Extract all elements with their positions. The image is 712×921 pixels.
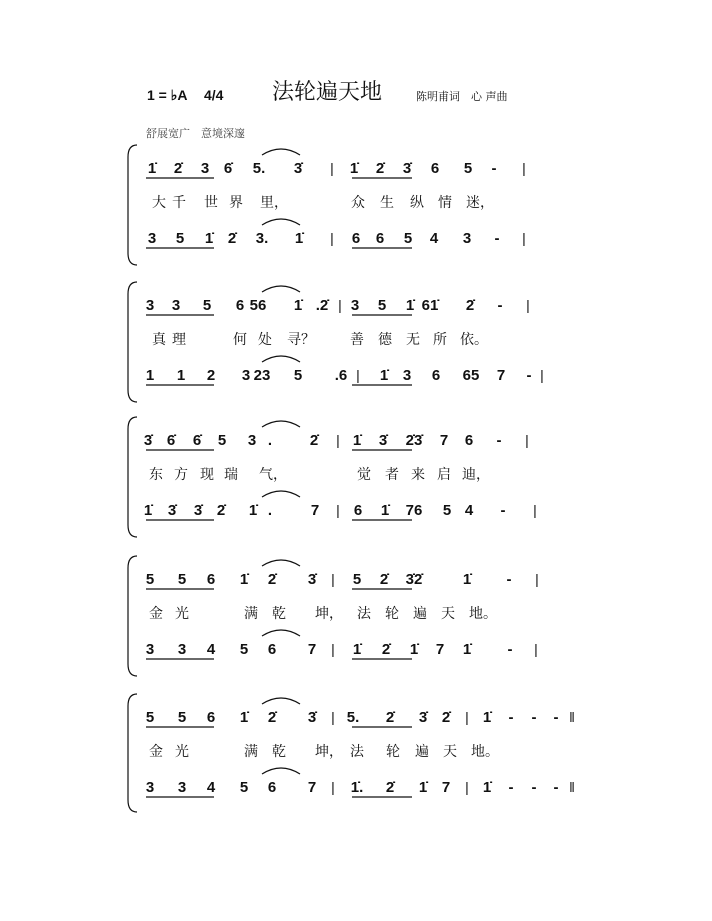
note: 3̇2̇ [405, 571, 423, 588]
slur [262, 286, 300, 292]
note: 2̇ [381, 641, 391, 658]
note: 1̇. [350, 779, 364, 796]
note: 1̇ [143, 502, 153, 519]
note: 2 [206, 367, 216, 384]
note: 2̇ [227, 230, 237, 247]
barline: | [330, 160, 334, 176]
note: 1̇ [239, 571, 249, 588]
note: 6 [375, 230, 385, 247]
note: 1̇ [293, 297, 303, 314]
barline: | [330, 230, 334, 246]
note: 1̇ [418, 779, 428, 796]
note: 5 [239, 641, 249, 658]
note: 1̇ [379, 367, 389, 384]
lyric-syllable: 气， [259, 467, 287, 483]
lyric-syllable: 情 [438, 195, 452, 211]
note: 6 [430, 160, 440, 177]
lyric-syllable: 启 [437, 467, 451, 483]
barline: | [534, 641, 538, 657]
system-brace [128, 145, 137, 265]
barline: | [525, 432, 529, 448]
note: - [507, 641, 513, 658]
lyric-syllable: 金 [149, 744, 163, 760]
slur [262, 630, 300, 636]
note: 3 [200, 160, 210, 177]
note: 3̇ [307, 709, 317, 726]
note: 5 [239, 779, 249, 796]
slur [262, 698, 300, 704]
note: . [267, 432, 273, 449]
barline: | [465, 779, 469, 795]
score-systems [128, 145, 575, 812]
lyric-syllable: 迪， [462, 467, 490, 483]
note: 2̇3̇ [405, 432, 423, 449]
note: 5 [377, 297, 387, 314]
slur [262, 149, 300, 155]
lyric-syllable: 法 [357, 606, 371, 622]
note: 5 [463, 160, 473, 177]
note: - [531, 779, 537, 796]
note: 3 [177, 779, 187, 796]
note: 7 [435, 641, 445, 658]
lyric-syllable: 千 [172, 195, 186, 211]
lyric-syllable: 德 [378, 332, 392, 348]
note: 7 [441, 779, 451, 796]
lyric-syllable: 寻？ [287, 332, 315, 348]
note: 1̇ [405, 297, 415, 314]
time-signature: 4/4 [204, 87, 224, 103]
note: 6 [206, 709, 216, 726]
note: 5 [145, 571, 155, 588]
slur [262, 219, 300, 225]
note: 5. [252, 160, 266, 177]
lyric-syllable: 世 [204, 195, 218, 211]
note: 3̇ [143, 432, 153, 449]
lyric-syllable: 现 [200, 467, 214, 483]
lyric-syllable: 光 [175, 744, 189, 760]
note: 6̇ [192, 432, 202, 449]
note: 2̇ [375, 160, 385, 177]
lyric-syllable: 地。 [469, 606, 497, 622]
note: - [506, 571, 512, 588]
lyric-syllable: 何 [233, 332, 247, 348]
lyric-syllable: 所 [433, 332, 447, 348]
system-2 [128, 282, 544, 402]
system-brace [128, 694, 137, 812]
note: 6 [431, 367, 441, 384]
note: 1̇ [239, 709, 249, 726]
note: 5 [145, 709, 155, 726]
note: 5 [352, 571, 362, 588]
system-brace [128, 282, 137, 402]
slur [262, 421, 300, 427]
note: 5 [175, 230, 185, 247]
lyric-syllable: 遍 [415, 744, 429, 760]
lyric-syllable: 坤， [315, 744, 343, 760]
lyric-syllable: 处 [258, 332, 272, 348]
slur [262, 491, 300, 497]
note: 2̇ [385, 709, 395, 726]
note: 3̇ [307, 571, 317, 588]
note: 6 [267, 779, 277, 796]
lyric-syllable: 理 [172, 332, 186, 348]
note: 1̇ [409, 641, 419, 658]
lyric-syllable: 金 [149, 606, 163, 622]
slur [262, 560, 300, 566]
note: 1̇ [462, 571, 472, 588]
barline: | [540, 367, 544, 383]
lyric-syllable: 满 [244, 606, 258, 622]
note: 3 [171, 297, 181, 314]
note: 7 [307, 779, 317, 796]
note: 2̇ [216, 502, 226, 519]
note: - [500, 502, 506, 519]
note: 2̇ [379, 571, 389, 588]
barline: | [522, 230, 526, 246]
note: 56 [249, 297, 267, 314]
barline: | [331, 641, 335, 657]
note: 4 [464, 502, 474, 519]
note: 2̇ [173, 160, 183, 177]
note: 3̇ [193, 502, 203, 519]
note: 3 [241, 367, 251, 384]
note: 3 [402, 367, 412, 384]
note: 2̇ [465, 297, 475, 314]
key-signature: 1 = ♭A [147, 87, 188, 103]
note: 65 [462, 367, 480, 384]
tempo-marking: 舒展宽广 意境深邃 [146, 127, 245, 140]
barline: | [535, 571, 539, 587]
lyric-syllable: 生 [380, 195, 394, 211]
lyric-syllable: 来 [411, 467, 425, 483]
lyric-syllable: 纵 [410, 195, 424, 211]
note: 1 [145, 367, 155, 384]
note: 5 [217, 432, 227, 449]
lyric-syllable: 觉 [357, 467, 371, 483]
note: 6 [206, 571, 216, 588]
note: 3 [145, 297, 155, 314]
note: 3 [350, 297, 360, 314]
barline: | [331, 571, 335, 587]
system-brace [128, 556, 137, 676]
slur [262, 768, 300, 774]
note: 6̇ [223, 160, 233, 177]
song-credits: 陈明甫词 心 声曲 [416, 90, 508, 103]
note: 3 [247, 432, 257, 449]
lyric-syllable: 大 [152, 195, 166, 211]
note: - [508, 709, 514, 726]
lyric-syllable: 坤， [315, 606, 343, 622]
lyric-syllable: 方 [174, 467, 188, 483]
system-4 [128, 556, 539, 676]
note: 6 [267, 641, 277, 658]
lyric-syllable: 轮 [386, 744, 400, 760]
lyric-syllable: 乾 [272, 744, 286, 760]
note: 3 [462, 230, 472, 247]
note: 7 [310, 502, 320, 519]
note: .2̇ [315, 297, 329, 314]
note: 1̇ [204, 230, 214, 247]
lyric-syllable: 东 [149, 467, 163, 483]
lyric-syllable: 真 [152, 332, 166, 348]
barline: | [465, 709, 469, 725]
note: 7 [496, 367, 506, 384]
note: 3 [177, 641, 187, 658]
note: - [496, 432, 502, 449]
lyric-syllable: 乾 [272, 606, 286, 622]
lyric-syllable: 法 [350, 744, 364, 760]
note: 3 [145, 641, 155, 658]
barline: | [526, 297, 530, 313]
note: 1̇ [248, 502, 258, 519]
note: 3 [145, 779, 155, 796]
lyric-syllable: 遍 [413, 606, 427, 622]
note: - [494, 230, 500, 247]
note: 6 [235, 297, 245, 314]
note: - [553, 709, 559, 726]
note: 5 [177, 709, 187, 726]
lyric-syllable: 光 [175, 606, 189, 622]
barline: | [331, 779, 335, 795]
slur [262, 356, 300, 362]
note: 3 [147, 230, 157, 247]
system-1 [128, 145, 526, 265]
barline: ‖ [569, 779, 575, 795]
lyric-syllable: 众 [351, 195, 365, 211]
note: 1̇ [380, 502, 390, 519]
note: 1̇ [482, 779, 492, 796]
lyric-syllable: 无 [406, 332, 420, 348]
lyric-syllable: 瑞 [224, 467, 238, 483]
note: 6 [351, 230, 361, 247]
system-3 [128, 417, 537, 537]
note: - [497, 297, 503, 314]
note: 4 [429, 230, 439, 247]
song-title: 法轮遍天地 [272, 80, 383, 105]
note: 2̇ [441, 709, 451, 726]
note: 6 [464, 432, 474, 449]
barline: | [533, 502, 537, 518]
note: 1 [176, 367, 186, 384]
note: - [526, 367, 532, 384]
system-5 [128, 694, 575, 812]
note: 5. [346, 709, 360, 726]
barline: | [336, 432, 340, 448]
note: 76 [405, 502, 423, 519]
lyric-syllable: 善 [350, 332, 364, 348]
lyric-syllable: 依。 [460, 332, 488, 348]
lyric-syllable: 界 [229, 195, 243, 211]
note: 6 [353, 502, 363, 519]
lyric-syllable: 轮 [385, 606, 399, 622]
lyric-syllable: 者 [385, 467, 399, 483]
note: 4 [206, 779, 216, 796]
note: - [508, 779, 514, 796]
barline: | [338, 297, 342, 313]
note: 2̇ [309, 432, 319, 449]
note: 5 [177, 571, 187, 588]
note: 1̇ [462, 641, 472, 658]
note: 7 [307, 641, 317, 658]
note: 3̇ [418, 709, 428, 726]
note: 5 [202, 297, 212, 314]
note: 3̇ [167, 502, 177, 519]
lyric-syllable: 迷， [466, 195, 494, 211]
barline: | [522, 160, 526, 176]
note: 5 [442, 502, 452, 519]
note: 4 [206, 641, 216, 658]
note: 1̇ [352, 641, 362, 658]
note: 5 [293, 367, 303, 384]
note: 1̇ [147, 160, 157, 177]
barline: | [356, 367, 360, 383]
note: - [491, 160, 497, 177]
note: 1̇ [294, 230, 304, 247]
barline: ‖ [569, 709, 575, 725]
note: 1̇ [482, 709, 492, 726]
barline: | [336, 502, 340, 518]
note: 2̇ [267, 709, 277, 726]
system-brace [128, 417, 137, 537]
lyric-syllable: 地。 [471, 744, 499, 760]
note: 1̇ [352, 432, 362, 449]
note: 61̇ [421, 297, 439, 314]
note: 3̇ [378, 432, 388, 449]
lyric-syllable: 天 [441, 606, 455, 622]
note: 3̇ [293, 160, 303, 177]
lyric-syllable: 里， [260, 195, 288, 211]
lyric-syllable: 满 [244, 744, 258, 760]
note: 5 [403, 230, 413, 247]
note: 2̇ [385, 779, 395, 796]
note: - [531, 709, 537, 726]
note: . [267, 502, 273, 519]
note: 6̇ [166, 432, 176, 449]
note: - [553, 779, 559, 796]
barline: | [331, 709, 335, 725]
note: 2̇ [267, 571, 277, 588]
note: 3̇ [402, 160, 412, 177]
lyric-syllable: 天 [443, 744, 457, 760]
note: 1̇ [349, 160, 359, 177]
note: 3. [255, 230, 269, 247]
note: 7 [439, 432, 449, 449]
note: .6 [334, 367, 348, 384]
note: 23 [253, 367, 271, 384]
